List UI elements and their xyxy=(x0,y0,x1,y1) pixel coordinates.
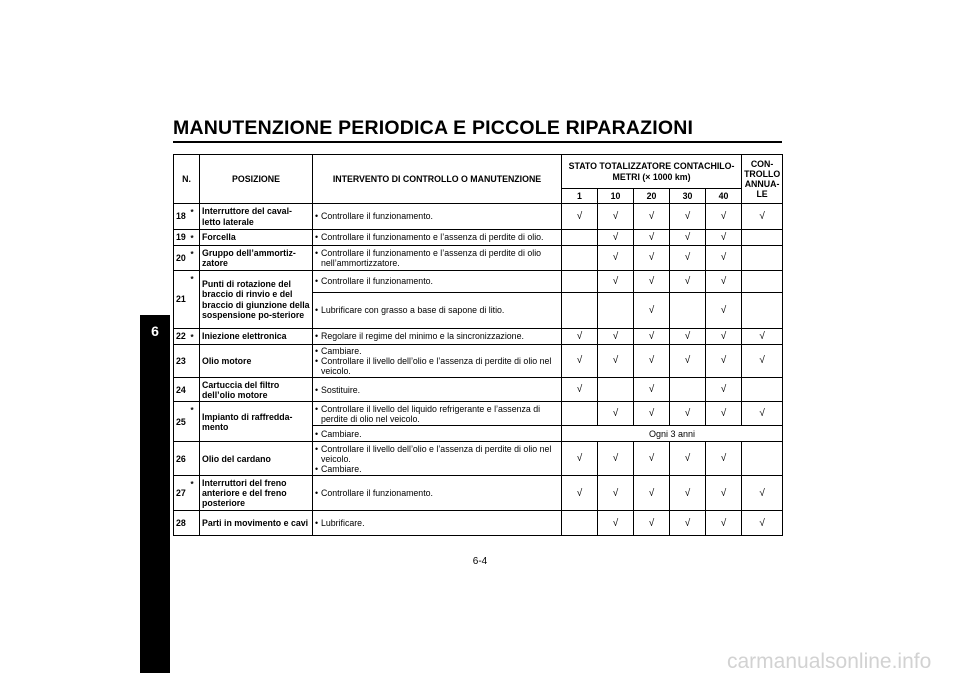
km-check-cell: √ xyxy=(706,442,742,476)
row-star xyxy=(191,511,200,536)
action-text: Controllare il funzionamento e l’assenza di perdite di olio nell’ammortizzatore. xyxy=(321,247,542,268)
km-check-cell xyxy=(562,293,598,329)
km-check-cell: √ xyxy=(670,204,706,230)
table-row xyxy=(174,204,783,230)
row-star: * xyxy=(191,402,200,442)
row-star xyxy=(191,345,200,378)
km-check-cell: √ xyxy=(706,345,742,378)
row-position: Gruppo dell’ammortiz-zatore xyxy=(200,246,313,271)
bullet-icon: • xyxy=(315,232,319,243)
km-check-cell: √ xyxy=(706,230,742,246)
row-star: * xyxy=(191,271,200,329)
km-check-cell: √ xyxy=(706,271,742,293)
action-line xyxy=(315,331,559,341)
action-text: Controllare il funzionamento. xyxy=(321,488,433,499)
action-text: Sostituire. xyxy=(321,384,361,395)
row-star xyxy=(191,442,200,476)
bullet-icon: • xyxy=(315,331,319,342)
row-position: Forcella xyxy=(200,230,313,246)
row-action xyxy=(313,442,562,476)
header-action: INTERVENTO DI CONTROLLO O MANUTENZIONE xyxy=(313,155,562,204)
row-action xyxy=(313,426,562,442)
km-check-cell xyxy=(562,402,598,426)
row-number: 20 xyxy=(174,246,191,271)
bullet-icon: • xyxy=(315,518,319,529)
table-row xyxy=(174,442,783,476)
km-check-cell: √ xyxy=(706,246,742,271)
bullet-icon: • xyxy=(315,384,319,395)
row-action xyxy=(313,271,562,293)
bullet-icon: • xyxy=(315,247,319,258)
row-star: * xyxy=(191,476,200,511)
action-line xyxy=(315,248,559,268)
km-check-cell: √ xyxy=(634,442,670,476)
km-check-cell: √ xyxy=(634,402,670,426)
bullet-icon: • xyxy=(315,276,319,287)
row-number: 18 xyxy=(174,204,191,230)
action-line xyxy=(315,232,559,242)
row-action xyxy=(313,402,562,426)
row-star xyxy=(191,378,200,402)
annual-check-cell xyxy=(742,378,783,402)
row-position: Punti di rotazione del braccio di rinvio e del braccio di giunzione della sospensione po-steriore xyxy=(200,271,313,329)
table-row xyxy=(174,402,783,426)
km-check-cell: √ xyxy=(562,345,598,378)
row-position: Interruttore del caval-letto laterale xyxy=(200,204,313,230)
table-row xyxy=(174,345,783,378)
section-tab-number: 6 xyxy=(151,323,159,339)
km-check-cell: √ xyxy=(562,329,598,345)
annual-check-cell xyxy=(742,271,783,293)
bullet-icon: • xyxy=(315,463,319,474)
action-line xyxy=(315,385,559,395)
km-check-cell: √ xyxy=(670,271,706,293)
km-check-cell: √ xyxy=(562,204,598,230)
action-text: Lubrificare. xyxy=(321,518,365,529)
row-number: 25 xyxy=(174,402,191,442)
row-action xyxy=(313,329,562,345)
action-text: Controllare il funzionamento. xyxy=(321,211,433,222)
action-line xyxy=(315,356,559,376)
row-star: * xyxy=(191,204,200,230)
action-text: Controllare il livello del liquido refrigerante e l’assenza di perdite di olio nel veicolo. xyxy=(321,403,541,424)
annual-check-cell: √ xyxy=(742,476,783,511)
action-line xyxy=(315,346,559,356)
row-position: Interruttori del freno anteriore e del freno posteriore xyxy=(200,476,313,511)
header-km-40: 40 xyxy=(706,189,742,204)
row-star: * xyxy=(191,230,200,246)
km-check-cell: √ xyxy=(598,345,634,378)
section-tab xyxy=(140,315,170,673)
maintenance-table xyxy=(173,154,783,536)
annual-check-cell: √ xyxy=(742,204,783,230)
action-line xyxy=(315,404,559,424)
row-star: * xyxy=(191,246,200,271)
table-row xyxy=(174,246,783,271)
km-check-cell: √ xyxy=(598,204,634,230)
bullet-icon: • xyxy=(315,346,319,356)
km-check-cell: √ xyxy=(634,271,670,293)
action-line xyxy=(315,444,559,464)
km-check-cell xyxy=(562,271,598,293)
km-check-cell: √ xyxy=(598,402,634,426)
action-text: Lubrificare con grasso a base di sapone di litio. xyxy=(321,305,505,316)
annual-check-cell xyxy=(742,442,783,476)
km-check-cell: √ xyxy=(634,246,670,271)
km-check-cell: √ xyxy=(670,442,706,476)
header-num: N. xyxy=(174,155,200,204)
table-row xyxy=(174,329,783,345)
km-check-cell: √ xyxy=(598,511,634,536)
km-check-cell: √ xyxy=(562,442,598,476)
annual-check-cell: √ xyxy=(742,402,783,426)
km-check-cell: √ xyxy=(670,511,706,536)
action-text: Controllare il funzionamento e l’assenza di perdite di olio. xyxy=(321,232,544,243)
header-km-30: 30 xyxy=(670,189,706,204)
row-number: 21 xyxy=(174,271,191,329)
row-action xyxy=(313,378,562,402)
km-check-cell: √ xyxy=(670,402,706,426)
km-check-cell: √ xyxy=(598,246,634,271)
row-star: * xyxy=(191,329,200,345)
action-text: Cambiare. xyxy=(321,346,362,356)
page-number: 6-4 xyxy=(472,556,488,567)
header-km-10: 10 xyxy=(598,189,634,204)
km-check-cell: √ xyxy=(562,476,598,511)
km-check-cell: √ xyxy=(670,329,706,345)
annual-check-cell: √ xyxy=(742,511,783,536)
row-action xyxy=(313,345,562,378)
table-row xyxy=(174,378,783,402)
km-check-cell: √ xyxy=(634,476,670,511)
row-action xyxy=(313,230,562,246)
action-line xyxy=(315,464,559,474)
km-check-cell: √ xyxy=(706,511,742,536)
title-underline xyxy=(173,141,782,143)
table-row xyxy=(174,271,783,293)
bullet-icon: • xyxy=(315,211,319,222)
header-odometer: STATO TOTALIZZATORE CONTACHILO-METRI (× 1000 km) xyxy=(562,155,742,189)
action-text: Cambiare. xyxy=(321,428,362,439)
km-check-cell: √ xyxy=(670,246,706,271)
bullet-icon: • xyxy=(315,443,319,454)
row-position: Impianto di raffredda-mento xyxy=(200,402,313,442)
km-check-cell: √ xyxy=(634,329,670,345)
row-number: 23 xyxy=(174,345,191,378)
bullet-icon: • xyxy=(315,356,319,367)
table-row xyxy=(174,230,783,246)
km-check-cell: √ xyxy=(706,329,742,345)
bullet-icon: • xyxy=(315,403,319,414)
km-check-cell: √ xyxy=(598,442,634,476)
header-km-1: 1 xyxy=(562,189,598,204)
km-check-cell: √ xyxy=(634,378,670,402)
action-line xyxy=(315,276,559,286)
annual-check-cell: √ xyxy=(742,329,783,345)
row-number: 19 xyxy=(174,230,191,246)
bullet-icon: • xyxy=(315,428,319,439)
km-check-cell: √ xyxy=(706,293,742,329)
row-position: Parti in movimento e cavi xyxy=(200,511,313,536)
km-check-cell: √ xyxy=(634,204,670,230)
km-check-cell: √ xyxy=(598,230,634,246)
table-row xyxy=(174,476,783,511)
row-action xyxy=(313,511,562,536)
row-number: 27 xyxy=(174,476,191,511)
row-position: Iniezione elettronica xyxy=(200,329,313,345)
km-check-cell xyxy=(562,230,598,246)
km-check-cell: √ xyxy=(706,378,742,402)
km-check-cell: √ xyxy=(670,345,706,378)
annual-check-cell: √ xyxy=(742,345,783,378)
km-check-cell: √ xyxy=(670,476,706,511)
km-check-cell: √ xyxy=(562,378,598,402)
row-position: Olio del cardano xyxy=(200,442,313,476)
row-position: Olio motore xyxy=(200,345,313,378)
km-check-cell xyxy=(598,378,634,402)
action-text: Controllare il livello dell’olio e l’assenza di perdite di olio nel veicolo. xyxy=(321,356,552,377)
table-row xyxy=(174,511,783,536)
action-line xyxy=(315,488,559,498)
action-text: Regolare il regime del minimo e la sincronizzazione. xyxy=(321,331,524,342)
annual-check-cell xyxy=(742,246,783,271)
km-check-cell xyxy=(598,293,634,329)
row-action xyxy=(313,293,562,329)
km-check-cell: √ xyxy=(634,293,670,329)
km-check-cell: √ xyxy=(634,511,670,536)
action-line xyxy=(315,429,559,439)
annual-check-cell xyxy=(742,293,783,329)
action-line xyxy=(315,211,559,221)
annual-check-cell xyxy=(742,230,783,246)
bullet-icon: • xyxy=(315,305,319,316)
action-text: Controllare il funzionamento. xyxy=(321,276,433,287)
interval-text: Ogni 3 anni xyxy=(562,426,783,442)
km-check-cell xyxy=(562,246,598,271)
header-km-20: 20 xyxy=(634,189,670,204)
watermark: carmanualsonline.info xyxy=(727,650,932,673)
km-check-cell: √ xyxy=(598,329,634,345)
row-number: 24 xyxy=(174,378,191,402)
page-title: MANUTENZIONE PERIODICA E PICCOLE RIPARAZIONI xyxy=(173,117,694,139)
km-check-cell xyxy=(562,511,598,536)
km-check-cell xyxy=(670,293,706,329)
km-check-cell xyxy=(670,378,706,402)
km-check-cell: √ xyxy=(634,345,670,378)
row-number: 28 xyxy=(174,511,191,536)
row-action xyxy=(313,246,562,271)
km-check-cell: √ xyxy=(634,230,670,246)
action-text: Cambiare. xyxy=(321,463,362,474)
bullet-icon: • xyxy=(315,488,319,499)
header-position: POSIZIONE xyxy=(200,155,313,204)
km-check-cell: √ xyxy=(598,271,634,293)
row-number: 26 xyxy=(174,442,191,476)
km-check-cell: √ xyxy=(706,204,742,230)
km-check-cell: √ xyxy=(670,230,706,246)
header-annual: CON-TROLLO ANNUA-LE xyxy=(742,155,783,204)
row-action xyxy=(313,204,562,230)
action-line xyxy=(315,518,559,528)
action-text: Controllare il livello dell’olio e l’assenza di perdite di olio nel veicolo. xyxy=(321,443,552,464)
km-check-cell: √ xyxy=(598,476,634,511)
km-check-cell: √ xyxy=(706,476,742,511)
km-check-cell: √ xyxy=(706,402,742,426)
row-action xyxy=(313,476,562,511)
row-number: 22 xyxy=(174,329,191,345)
row-position: Cartuccia del filtro dell’olio motore xyxy=(200,378,313,402)
action-line xyxy=(315,305,559,315)
